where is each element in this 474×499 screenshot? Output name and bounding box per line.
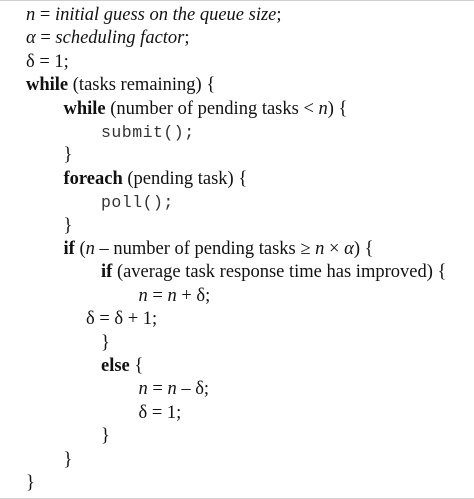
keyword: if	[101, 262, 113, 283]
code-text: n	[318, 98, 328, 119]
code-line	[101, 261, 446, 283]
code-text: scheduling factor	[55, 28, 185, 49]
code-line	[139, 285, 211, 307]
code-text: (	[74, 239, 86, 259]
code-text: n	[26, 5, 36, 25]
code-text: δ = 1;	[138, 402, 182, 423]
code-line	[139, 402, 182, 424]
code-text: n	[315, 239, 325, 259]
code-text: – δ;	[176, 379, 210, 400]
code-text: {	[129, 356, 144, 376]
code-line	[101, 121, 195, 143]
code-line	[101, 425, 110, 447]
code-text: ;	[276, 5, 282, 25]
code-text: =	[35, 5, 55, 25]
code-line	[64, 449, 73, 471]
code-text: n	[167, 285, 177, 306]
code-line	[26, 472, 35, 494]
code-text: }	[101, 332, 110, 353]
code-text: α	[344, 239, 354, 259]
code-text: ×	[324, 239, 345, 259]
code-text: (pending task) {	[122, 168, 248, 189]
code-text: }	[63, 145, 73, 166]
code-text: }	[63, 449, 73, 470]
code-line	[26, 4, 282, 26]
code-line	[26, 74, 215, 96]
code-text: (tasks remaining) {	[68, 75, 216, 96]
code-text: + δ;	[176, 285, 211, 306]
code-line	[64, 144, 73, 166]
code-line	[139, 378, 210, 400]
code-text: =	[147, 379, 168, 400]
code-text: initial guess on the queue size	[54, 5, 277, 25]
code-text: }	[101, 426, 110, 447]
code-text: (average task response time has improved) {	[112, 262, 447, 283]
code-line	[26, 51, 69, 73]
code-text: ;	[184, 28, 190, 49]
code-text: }	[63, 215, 73, 236]
function-call: submit();	[101, 123, 195, 142]
code-text: n	[85, 239, 95, 259]
code-text: }	[26, 473, 35, 493]
code-line	[26, 27, 190, 49]
code-line	[64, 168, 248, 190]
keyword: while	[26, 75, 69, 96]
code-text: (number of pending tasks <	[105, 98, 319, 119]
code-line	[101, 332, 110, 354]
keyword: while	[63, 98, 106, 119]
keyword: if	[63, 239, 75, 259]
code-line	[86, 308, 157, 330]
code-text: n	[167, 379, 177, 400]
code-line	[101, 191, 174, 213]
code-text: =	[35, 28, 56, 49]
code-text: n	[138, 285, 148, 306]
code-line	[64, 215, 73, 237]
function-call: poll();	[101, 193, 174, 213]
code-text: n	[138, 379, 148, 400]
keyword: else	[101, 356, 130, 376]
code-line	[101, 355, 143, 377]
code-text: δ = 1;	[26, 51, 69, 72]
code-text: ) {	[327, 98, 348, 119]
code-text: δ = δ + 1;	[86, 309, 158, 330]
code-text: α	[26, 28, 36, 49]
code-line	[64, 238, 374, 260]
code-line	[64, 98, 348, 120]
code-text: ) {	[353, 239, 374, 259]
code-text: =	[147, 285, 168, 306]
keyword: foreach	[63, 168, 123, 189]
code-text: – number of pending tasks ≥	[94, 239, 316, 259]
